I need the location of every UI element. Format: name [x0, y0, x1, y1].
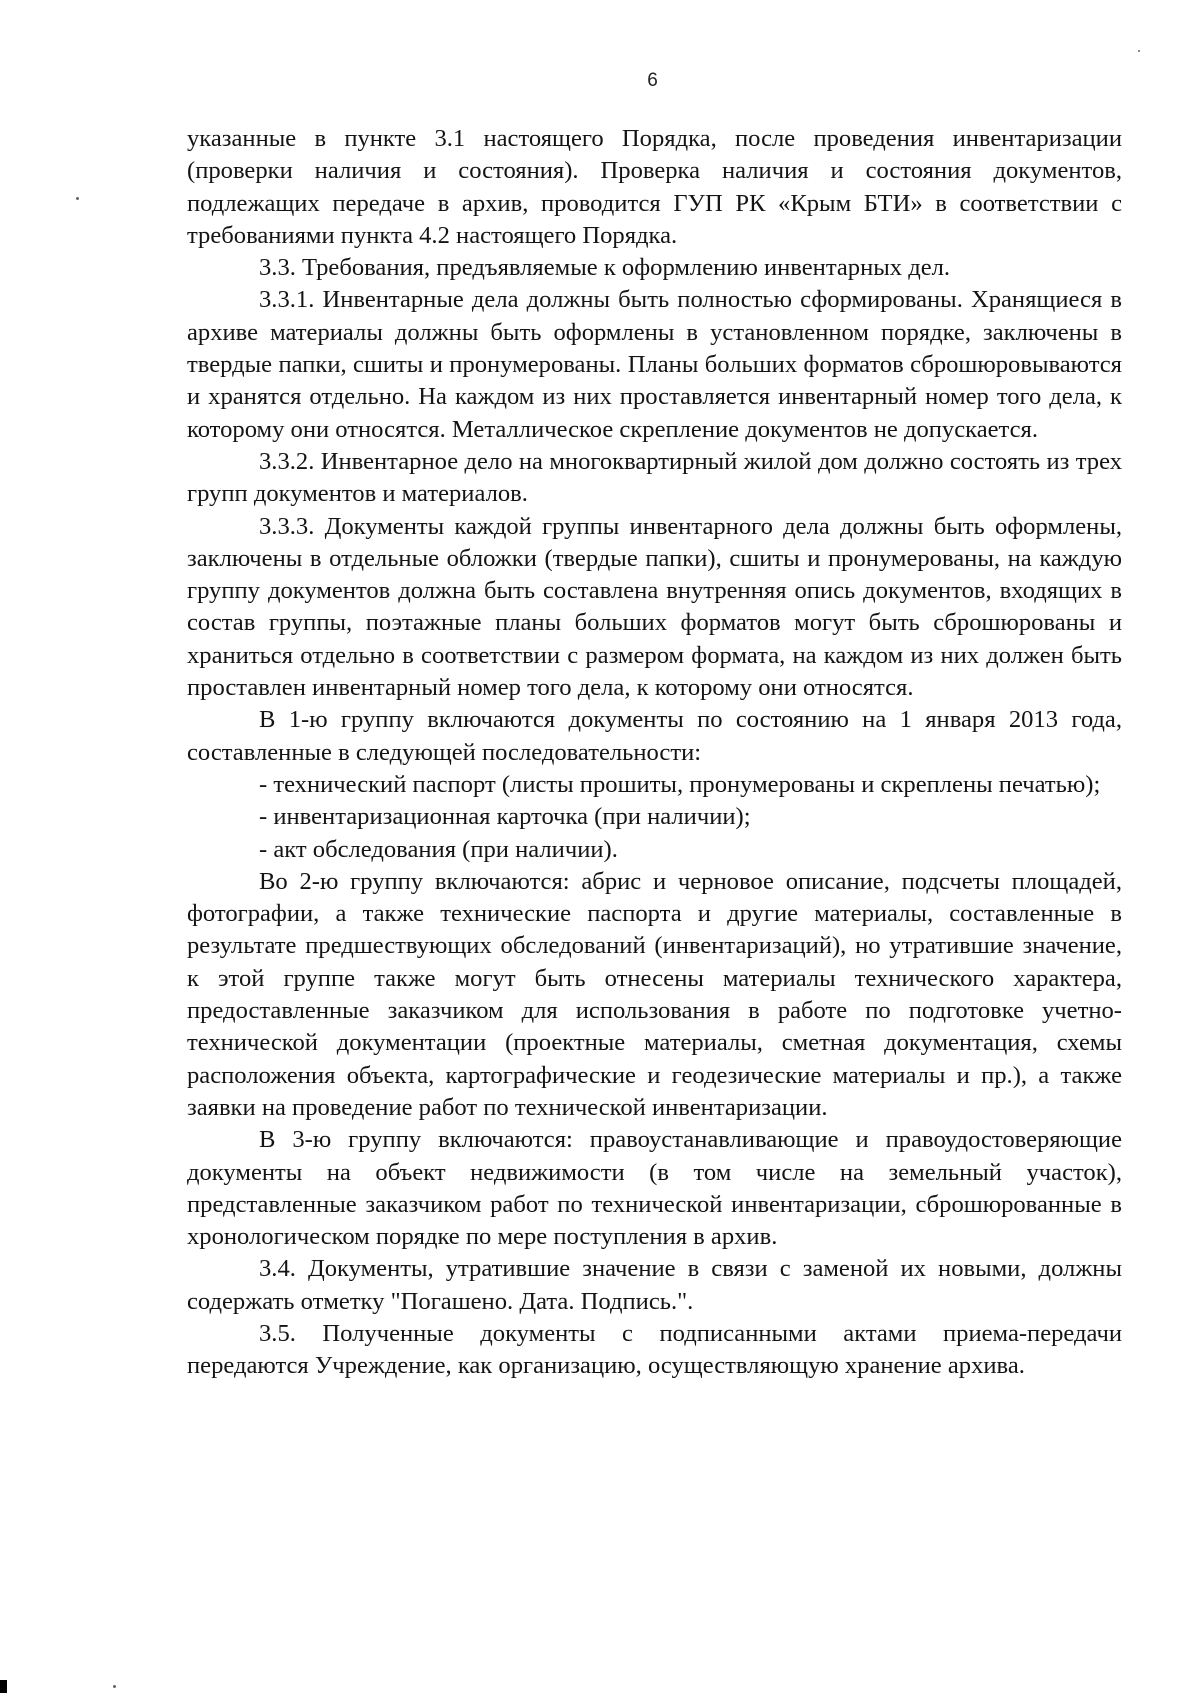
- scan-speck: [113, 1685, 116, 1688]
- document-body: [187, 123, 1122, 1383]
- paragraph-group-1: В 1-ю группу включаются документы по состоянию на 1 января 2013 года, составленные в следующей последовательности:: [187, 706, 1122, 766]
- paragraph-3-5: 3.5. Полученные документы с подписанными актами приема-передачи передаются Учреждение, как организацию, осуществляющую хранение архива.: [187, 1319, 1122, 1380]
- scan-edge-mark: [0, 1680, 7, 1693]
- scan-speck: [76, 197, 79, 200]
- list-item-inventory-card: - инвентаризационная карточка (при наличии);: [259, 803, 751, 831]
- page-number: 6: [647, 70, 658, 91]
- list-item-tech-passport: - технический паспорт (листы прошиты, пронумерованы и скреплены печатью);: [259, 770, 1101, 798]
- paragraph-3-3-2: 3.3.2. Инвентарное дело на многоквартирный жилой дом должно состоять из трех групп документов и материалов.: [187, 447, 1122, 508]
- paragraph-3-4: 3.4. Документы, утратившие значение в связи с заменой их новыми, должны содержать отметку "Погашено. Дата. Подпись.".: [187, 1255, 1122, 1315]
- paragraph-3-3-1: 3.3.1. Инвентарные дела должны быть полностью сформированы. Хранящиеся в архиве материалы должны быть оформлены в установленном порядке, заключены в твердые папки, сшиты и пронумерованы. Планы больших форматов сброшюровываются и хранятся отдельно. На каждом из них проставляется инвентарный номер того дела, к которому они относятся. Металлическое скрепление документов не допускается.: [187, 286, 1122, 443]
- scan-speck: [1138, 50, 1140, 52]
- paragraph-3-3: 3.3. Требования, предъявляемые к оформлению инвентарных дел.: [259, 254, 951, 282]
- paragraph-group-2: Во 2-ю группу включаются: абрис и черновое описание, подсчеты площадей, фотографии, а также технические паспорта и другие материалы, составленные в результате предшествующих обследований (инвентаризаций), но утратившие значение, к этой группе также могут быть отнесены материалы технического характера, предоставленные заказчиком для использования в работе по подготовке учетно-технической документации (проектные материалы, сметная документация, схемы расположения объекта, картографические и геодезические материалы и пр.), а также заявки на проведение работ по технической инвентаризации.: [187, 867, 1122, 1121]
- list-item-inspection-act: - акт обследования (при наличии).: [259, 835, 618, 863]
- paragraph-3-3-3: 3.3.3. Документы каждой группы инвентарного дела должны быть оформлены, заключены в отдельные обложки (твердые папки), сшиты и пронумерованы, на каждую группу документов должна быть составлена внутренняя опись документов, входящих в состав группы, поэтажные планы больших форматов могут быть сброшюрованы и храниться отдельно в соответствии с размером формата, на каждом из них должен быть проставлен инвентарный номер того дела, к которому они относятся.: [187, 512, 1122, 702]
- paragraph-group-3: В 3-ю группу включаются: правоустанавливающие и правоудостоверяющие документы на объект недвижимости (в том числе на земельный участок), представленные заказчиком работ по технической инвентаризации, сброшюрованные в хронологическом порядке по мере поступления в архив.: [187, 1126, 1122, 1251]
- paragraph-continuation: указанные в пункте 3.1 настоящего Порядка, после проведения инвентаризации (проверки наличия и состояния). Проверка наличия и состояния документов, подлежащих передаче в архив, проводится ГУП РК «Крым БТИ» в соответствии с требованиями пункта 4.2 настоящего Порядка.: [187, 125, 1122, 249]
